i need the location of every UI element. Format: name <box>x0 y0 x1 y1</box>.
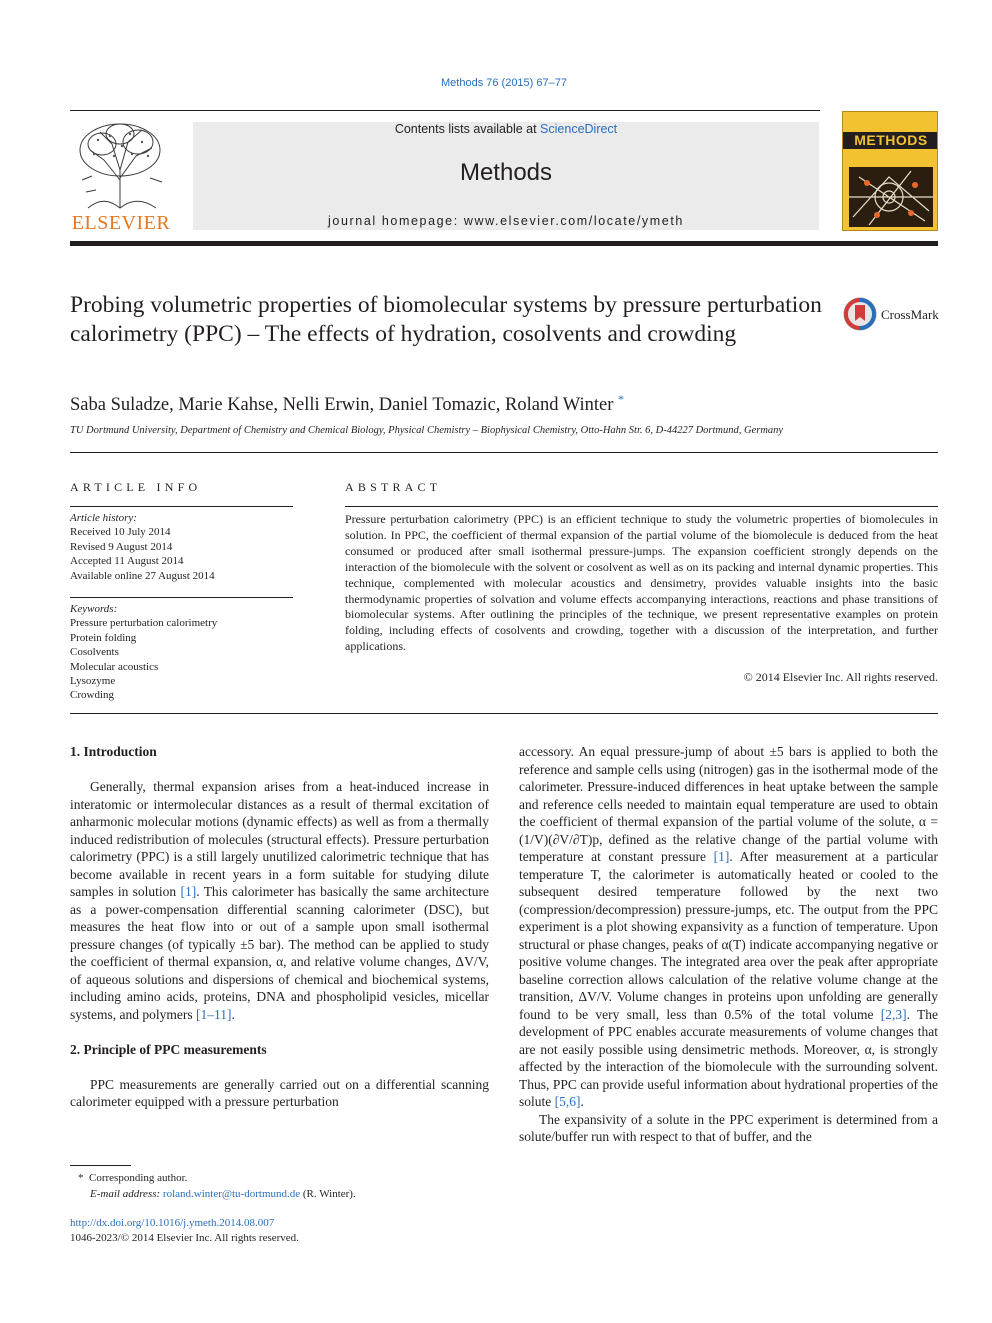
cover-title: METHODS <box>843 132 938 149</box>
text-run: . <box>231 1006 235 1022</box>
sciencedirect-link[interactable]: ScienceDirect <box>540 122 618 136</box>
footnote-mark: * <box>78 1172 84 1184</box>
article-info-heading: ARTICLE INFO <box>70 480 202 494</box>
elsevier-wordmark: ELSEVIER <box>71 212 171 234</box>
keyword-item: Molecular acoustics <box>70 660 159 673</box>
body-column-left <box>70 743 489 1111</box>
email-link[interactable]: roland.winter@tu-dortmund.de <box>162 1188 301 1200</box>
footnote <box>78 1170 498 1202</box>
corresponding-author-note <box>78 1170 498 1186</box>
elsevier-tree-icon <box>70 120 172 212</box>
authors-names: Saba Suladze, Marie Kahse, Nelli Erwin, Daniel Tomazic, Roland Winter <box>70 395 614 416</box>
citation-link[interactable]: [2,3] <box>880 1006 907 1022</box>
section-1-heading: 1. Introduction <box>70 744 157 759</box>
history-online: Available online 27 August 2014 <box>70 569 215 582</box>
keyword-item: Cosolvents <box>70 646 119 659</box>
email-label: E-mail address: <box>90 1188 161 1200</box>
article-history <box>70 511 293 583</box>
email-line <box>78 1186 498 1202</box>
section-2-continued-paragraph <box>519 743 938 1111</box>
info-rule-middle <box>70 597 293 598</box>
author-list <box>70 392 930 416</box>
text-run: . The development of PPC enables accurate measurements of volume changes that are not easily possible using densimetric methods. Moreover, α, is strongly affected by the interaction of the biomolecule with the surrounding solvent. Thus, PPC can provide useful information about hydrational properties of the solute <box>519 1006 938 1109</box>
section-2-heading: 2. Principle of PPC measurements <box>70 1041 267 1057</box>
history-label: Article history: <box>70 512 137 524</box>
cover-art-icon <box>849 167 933 227</box>
journal-masthead <box>193 122 819 230</box>
corresponding-label: Corresponding author. <box>89 1172 188 1184</box>
text-run: . After measurement at a particular temperature T, the calorimeter is automatically heated or cooled to the subsequent desired temperature followed by the next two (compression/decompression) pressure-jumps, etc. The output from the PPC experiment is a plot showing expansivity as a function of temperature. Upon structural or phase changes, peaks of α(T) indicate accompanying negative or positive volume changes. The integrated area over the peak after appropriate baseline correction allows calculation of the relative volume change at the transition, ΔV/V. Volume changes in proteins upon unfolding are generally found to be very small, less than 0.5% of the total volume <box>519 849 938 1022</box>
abstract-rule-top <box>345 506 938 507</box>
doi-link[interactable]: http://dx.doi.org/10.1016/j.ymeth.2014.08.007 <box>70 1217 275 1229</box>
history-accepted: Accepted 11 August 2014 <box>70 555 184 568</box>
spacer <box>70 1023 489 1041</box>
keyword-item: Protein folding <box>70 631 137 644</box>
header-thick-rule <box>70 241 938 246</box>
crossmark-icon <box>843 297 877 331</box>
crossmark-badge[interactable] <box>843 297 943 333</box>
citation-link[interactable]: [1] <box>713 849 730 864</box>
section-1-paragraph <box>70 778 489 1023</box>
email-suffix: (R. Winter). <box>300 1188 356 1200</box>
abstract-text: Pressure perturbation calorimetry (PPC) is an efficient technique to study the volumetric properties of biomolecules in solution. In PPC, the coefficient of thermal expansion of the partial volume of the biomolecule is deduced from the heat consumed or produced after small isothermal pressure-jumps. The expansion coefficient strongly depends on the interaction of the biomolecule with the solvent or cosolvent as well as on its packing and internal dynamic properties. This technique, complemented with molecular acoustics and densimetry, provides valuable insights into the basic thermodynamic properties of solvation and volume effects accompanying interactions, reactions and phase transitions of biomolecular systems. After outlining the principles of the technique, we present representative examples on protein folding, including effects of cosolvents and crowding, together with a discussion of the interpretation, and further applications. <box>345 512 938 654</box>
crossmark-label: CrossMark <box>881 307 939 322</box>
abstract-heading: ABSTRACT <box>345 480 442 494</box>
section-2-paragraph: The expansivity of a solute in the PPC experiment is determined from a solute/buffer run with respect to that of buffer, and the <box>519 1111 938 1144</box>
elsevier-logo <box>70 120 172 232</box>
journal-homepage[interactable]: journal homepage: www.elsevier.com/locate/ymeth <box>328 214 684 228</box>
article-title: Probing volumetric properties of biomolecular systems by pressure perturbation calorimetry (PPC) – The effects of hydration, cosolvents and crowding <box>70 292 822 347</box>
contents-line <box>193 122 819 136</box>
divider-below-abstract <box>70 713 938 714</box>
text-run: . <box>580 1094 584 1109</box>
keywords-label: Keywords: <box>70 603 118 615</box>
keyword-item: Lysozyme <box>70 675 116 688</box>
journal-cover-thumbnail[interactable] <box>842 111 938 231</box>
citation-link[interactable]: [5,6] <box>554 1094 581 1109</box>
citation-link[interactable]: [1–11] <box>196 1006 232 1022</box>
journal-name: Methods <box>459 159 553 186</box>
text-run: . This calorimeter has basically the same architecture as a power-compensation differential scanning calorimeter (DSC), but measures the heat flow into or out of a sample upon small isothermal pressure changes (of typically ±5 bar). The method can be applied to study the coefficient of thermal expansion, α, and relative volume changes, ΔV/V, of aqueous solutions and dispersions of chemical and biochemical systems, including amino acids, proteins, DNA and phospholipid vesicles, micellar systems, and polymers <box>70 884 490 1022</box>
issn-copyright: 1046-2023/© 2014 Elsevier Inc. All rights reserved. <box>70 1232 299 1244</box>
footer-doi-block <box>70 1216 299 1246</box>
keyword-item: Crowding <box>70 689 114 702</box>
top-rule <box>70 110 820 111</box>
body-column-right <box>519 743 938 1146</box>
section-2-paragraph: PPC measurements are generally carried out on a differential scanning calorimeter equipped with a pressure perturbation <box>70 1076 489 1109</box>
author-affiliation: TU Dortmund University, Department of Chemistry and Chemical Biology, Physical Chemistry – Biophysical Chemistry, Otto-Hahn Str. 6, D-44227 Dortmund, Germany <box>70 425 784 436</box>
spacer <box>70 1058 489 1076</box>
footnote-rule <box>70 1165 131 1166</box>
keyword-item: Pressure perturbation calorimetry <box>70 617 218 630</box>
spacer <box>70 761 489 779</box>
history-received: Received 10 July 2014 <box>70 526 171 539</box>
history-revised: Revised 9 August 2014 <box>70 540 173 553</box>
contents-prefix: Contents lists available at <box>394 122 541 136</box>
keywords-block <box>70 602 293 703</box>
text-run: accessory. An equal pressure-jump of about ±5 bars is applied to both the reference and sample cells using (nitrogen) gas in the isothermal mode of the calorimeter. Pressure-induced differences in heat uptake between the sample and reference cells needed to maintain equal temperature are used to obtain the coefficient of thermal expansion of the partial volume of the solute, α = (1/V)(∂V/∂T)p, defined as the relative change of the partial volume with temperature at constant pressure <box>519 744 938 864</box>
citation-link[interactable]: [1] <box>180 884 197 899</box>
journal-reference[interactable]: Methods 76 (2015) 67–77 <box>441 77 567 89</box>
divider-above-info <box>70 452 938 453</box>
corresponding-author-mark[interactable]: * <box>618 392 625 406</box>
abstract-copyright: © 2014 Elsevier Inc. All rights reserved. <box>743 670 938 684</box>
info-rule-top <box>70 506 293 507</box>
text-run: Generally, thermal expansion arises from a heat-induced increase in interatomic or intermolecular distances as a result of thermal excitation of anharmonic molecular motions (dynamic effects) as well as from a thermally induced redistribution of molecules (structural effects). Pressure perturbation calorimetry (PPC) is a still largely unutilized calorimetric technique that has become available in recent years in a form suitable for studying dilute samples in solution <box>70 779 489 899</box>
